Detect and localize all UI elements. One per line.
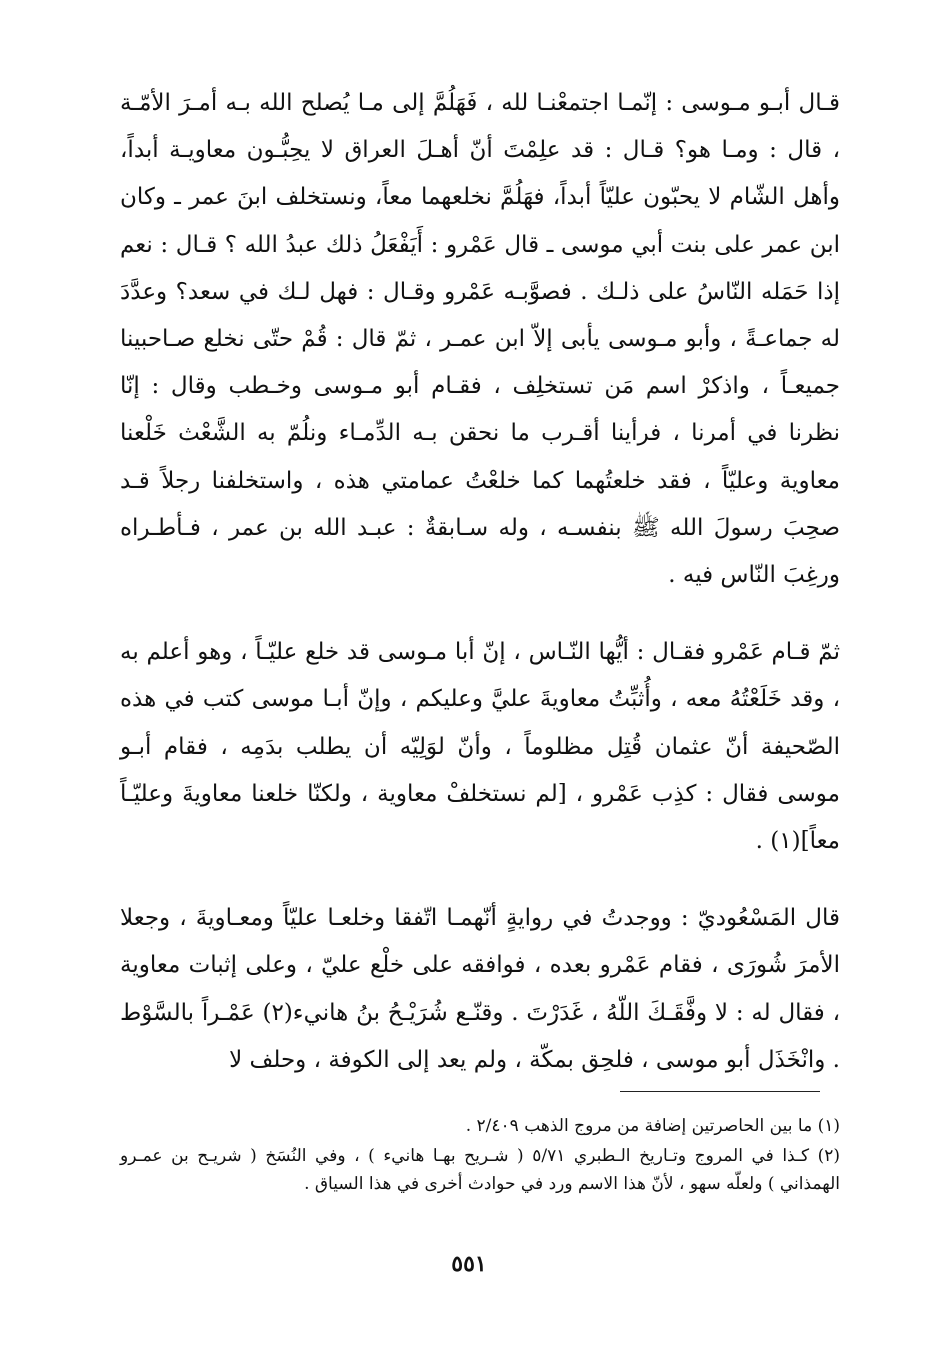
footnotes (120, 1112, 840, 1200)
page-number: ٥٥١ (451, 1251, 487, 1277)
paragraph-3: قال المَسْعُوديّ : ووجدتُ في روايةٍ أنّهمـا اتّفقا وخلعـا عليّاً ومعـاويةَ ، وجعلا الأمرَ شُورَى ، فقام عَمْرو بعده ، فوافقه على خلْع عليّ ، وعلى إثبات معاوية ، فقال له : لا وفَّقَـكَ اللّهُ ، غَدَرْتَ . وقنّـع شُرَيْـحُ بنُ هانيء(٢) عَمْـراً بالسَّوْط . وانْخَذَل أبو موسى ، فلحِق بمكّة ، ولم يعد إلى الكوفة ، وحلف لا (120, 905, 840, 1073)
footnote-1: (١) ما بين الحاصرتين إضافة من مروج الذهب ٢/٤٠٩ . (465, 1116, 840, 1136)
footnote-divider (620, 1091, 820, 1092)
footnote-2: (٢) كـذا في المروج وتـاريخ الـطبري ٥/٧١ ( شـريح بهـا هانيء ) ، وفي النُسَخ ( شريـح بن عمـرو الهمذاني ) ولعلّه سهو ، لأنّ هذا الاسم ورد في حوادث أخرى في هذا السياق . (120, 1146, 840, 1194)
paragraph-2: ثمّ قـام عَمْرو فقـال : أيُّها النّـاس ، إنّ أبا مـوسى قد خلع عليّـاً ، وهو أعلم به ، وقد خَلَعْتُهُ معه ، وأُثبِّتُ معاويةَ عليَّ وعليكم ، وإنّ أبـا موسى كتب في هذه الصّحيفة أنّ عثمان قُتِل مظلوماً ، وأنّ لوَلِيّه أن يطلب بدَمِه ، فقام أبـو موسى فقال : كذِب عَمْرو ، [لم نستخلفْ معاوية ، ولكنّا خلعنا معاويةَ وعليّـاً معاً](١) . (120, 639, 840, 855)
paragraph-1: قـال أبـو مـوسى : إنّمـا اجتمعْنـا لله ، فَهَلُمَّ إلى مـا يُصلح الله بـه أمـرَ الأمّـة ، قال : ومـا هو؟ قـال : قد علِمْتَ أنّ أهـلَ العراق لا يحِبُّـون معاويـة أبداً، وأهل الشّام لا يحبّون عليّاً أبداً، فهَلُمَّ نخلعهما معاً، ونستخلف ابنَ عمر ـ وكان ابن عمر على بنت أبي موسى ـ قال عَمْرو : أَيَفْعَلُ ذلك عبدُ الله ؟ قـال : نعم إذا حَمَله النّاسُ على ذلـك . فصوَّبـه عَمْرو وقـال : فهل لـك في سعد؟ وعدَّدَ له جماعـةً ، وأبو مـوسى يأبى إلاّ ابن عمـر ، ثمّ قال : قُمْ حتّى نخلع صـاحبينا جميعـاً ، واذكرْ اسم مَن تستخلِف ، فقـام أبو مـوسى وخـطب وقال : إنّا نظرنا في أمرنا ، فرأينا أقـرب ما نحقن بـه الدِّمـاء ونلُمّ به الشَّعْث خَلْعنا معاوية وعليّاً ، فقد خلعتُهما كما خلعْتُ عمامتي هذه ، واستخلفنا رجلاً قـد صحِبَ رسولَ الله ﷺ بنفسـه ، وله سـابقةٌ : عبـد الله بن عمر ، فـأطـراه ورغِبَ النّاس فيه . (120, 90, 840, 589)
main-text (120, 80, 840, 1084)
